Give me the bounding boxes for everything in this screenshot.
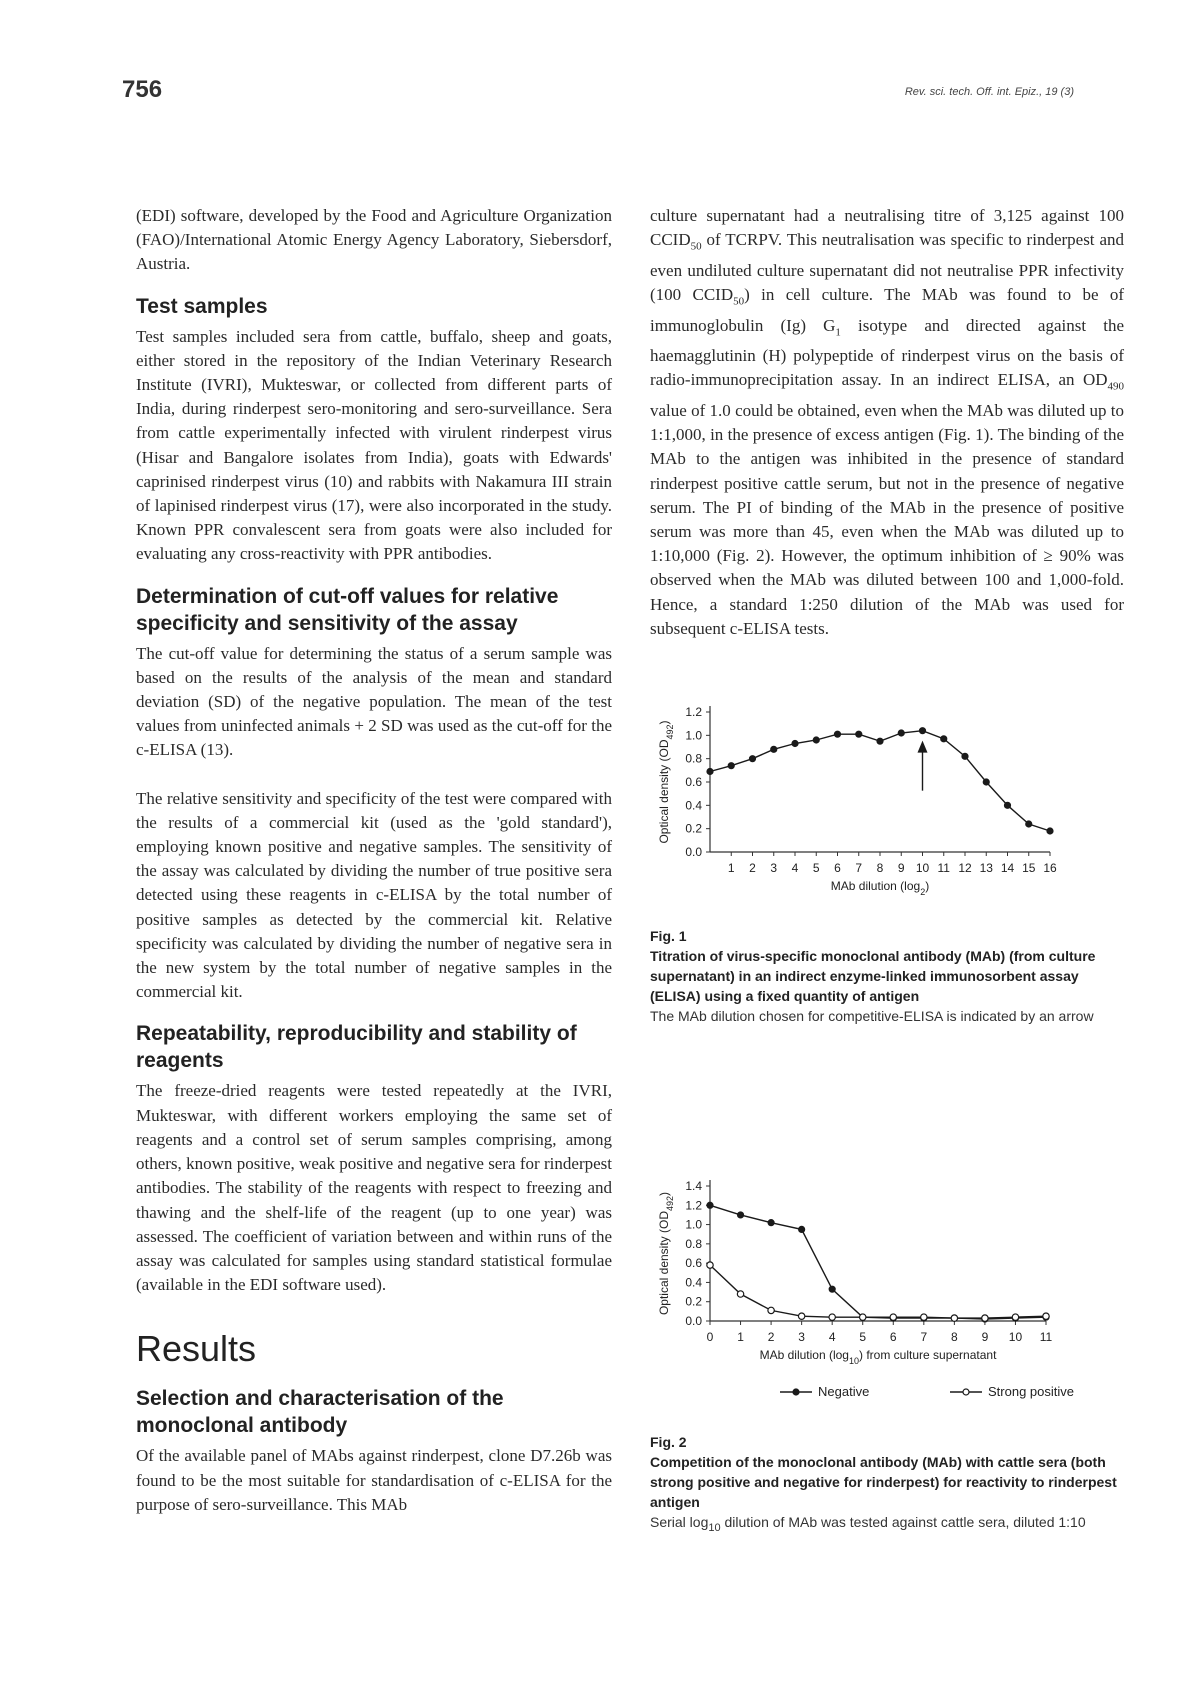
heading-selection: Selection and characterisation of the monoclonal antibody [136,1387,504,1438]
data-point [856,731,862,737]
data-point [951,1315,957,1321]
heading-cutoff: Determination of cut-off values for relative specificity and sensitivity of the assay [136,584,559,635]
x-tick-label: 13 [979,861,993,875]
y-tick-label: 0.8 [685,1236,702,1251]
data-point [799,1226,805,1232]
x-tick-label: 10 [915,861,930,875]
legend-label: Negative [818,1384,870,1399]
x-tick-label: 1 [727,861,735,875]
y-tick-label: 0.0 [685,845,702,859]
figure-2 [650,1156,1130,1538]
y-tick-label: 0.6 [685,1256,702,1271]
data-point [921,1314,927,1320]
x-tick-label: 2 [767,1330,775,1344]
data-point [829,1314,835,1320]
data-point [860,1314,866,1320]
x-axis-label: MAb dilution $(\log_2)$ [830,879,930,897]
x-tick-label: 11 [1039,1330,1053,1344]
y-tick-label: 1.2 [685,1198,702,1213]
x-tick-label: 5 [859,1330,867,1344]
data-point [1043,1313,1049,1319]
data-point [707,769,713,775]
right-column [650,204,1124,641]
data-point [890,1314,896,1320]
x-tick-label: 12 [958,861,972,875]
data-point [1012,1314,1018,1320]
x-tick-label: 5 [812,861,820,875]
paragraph-cutoff-2: The relative sensitivity and specificity of the test were compared with the results of a commercial kit (used as the 'gold standard'), employing known positive and negative samples. The sensitivity of the assay was calculated by dividing the number of true positive sera detected using these reagents in c-ELISA by the total number of positive samples as detected by the commercial kit. Relative specificity was calculated by dividing the number of negative sera in the new system by the total number of negative samples in the commercial kit. [136,788,612,1002]
x-tick-label: 15 [1022,861,1036,875]
fig2-description: Serial $\log_{10}$ dilution of MAb was tested against cattle sera, diluted 1:10 [650,1514,1086,1534]
x-axis-label: MAb dilution $(\log_{10})$ from culture supernatant [759,1348,997,1366]
paragraph-intro: (EDI) software, developed by the Food and Agriculture Organization (FAO)/International Atomic Energy Agency Laboratory, Siebersdorf, Austria. [136,206,612,274]
legend-marker [793,1389,799,1395]
data-point [1026,821,1032,827]
y-tick-label: 0.4 [685,1275,702,1290]
journal-citation: Rev. sci. tech. Off. int. Epiz., 19 (3) [904,86,1074,98]
y-tick-label: 1.4 [685,1179,702,1193]
data-point [771,746,777,752]
x-tick-label: 14 [1000,861,1015,875]
fig1-description: The MAb dilution chosen for competitive-ELISA is indicated by an arrow [650,1008,1094,1024]
y-tick-label: 0.0 [685,1314,702,1328]
data-point [982,1315,988,1321]
x-tick-label: 4 [791,861,799,875]
x-tick-label: 16 [1043,861,1057,875]
data-point [792,741,798,747]
y-tick-label: 1.0 [685,728,702,743]
y-tick-label: 1.0 [685,1217,702,1232]
data-point [737,1291,743,1297]
y-tick-label: 0.2 [685,821,702,836]
x-tick-label: 0 [706,1330,714,1344]
data-point [898,730,904,736]
figure-1 [650,700,1130,1026]
y-tick-label: 0.8 [685,751,702,766]
x-tick-label: 9 [897,861,905,875]
heading-repeatability: Repeatability, reproducibility and stability of reagents [136,1022,577,1073]
fig1-chart [650,700,1130,920]
x-tick-label: 7 [855,861,863,875]
data-point [829,1286,835,1292]
data-point [707,1202,713,1208]
data-point [768,1220,774,1226]
x-tick-label: 10 [1008,1330,1023,1344]
data-point [1005,802,1011,808]
paragraph-mab-characterisation: culture supernatant had a neutralising titre of 3,125 against 100 $CCID_{50}$ of TCRPV. This neutralisation was specific to rinderpest and even undiluted culture supernatant did not neutralise PPR infectivity (100 $CCID_{50}$) in cell culture. The MAb was found to be of immunoglobulin (Ig) $G_1$ isotype and directed against the haemagglutinin (H) polypeptide of rinderpest virus on the basis of radio-immunoprecipitation assay. In an indirect ELISA, an $OD_{490}$ value of 1.0 could be obtained, even when the MAb was diluted up to 1:1,000, in the presence of excess antigen (Fig. 1). The binding of the MAb to the antigen was inhibited in the presence of standard rinderpest positive cattle serum, but not in the presence of negative serum. The PI of binding of the MAb in the presence of positive serum was more than 45, even when the MAb was diluted up to 1:10,000 (Fig. 2). However, the optimum inhibition of ≥ 90% was observed when the MAb was diluted between 100 and 1,000-fold. Hence, a standard 1:250 dilution of the MAb was used for subsequent c-ELISA tests. [650,206,1124,638]
paragraph-test-samples: Test samples included sera from cattle, buffalo, sheep and goats, either stored in the repository of the Indian Veterinary Research Institute (IVRI), Mukteswar, or collected from different parts of India, during rinderpest sero-monitoring and sero-surveillance. Sera from cattle experimentally infected with virulent rinderpest virus (Hisar and Bangalore isolates from India), goats with Edwards' caprinised rinderpest virus (10) and rabbits with Nakamura III strain of lapinised rinderpest virus (17), were also incorporated in the study. Known PPR convalescent sera from goats were also included for evaluating any cross-reactivity with PPR antibodies. [136,326,612,564]
x-tick-label: 7 [920,1330,928,1344]
data-point [835,731,841,737]
y-tick-label: 1.2 [685,705,702,719]
data-point [728,763,734,769]
data-point [1047,828,1053,834]
series-line-1 [710,1265,1046,1318]
x-tick-label: 8 [951,1330,958,1344]
data-point [962,753,968,759]
data-point [798,1313,804,1319]
series-line-0 [710,731,1050,831]
heading-test-samples: Test samples [136,294,268,318]
fig2-title: Competition of the monoclonal antibody (MAb) with cattle sera (both strong positive and negative for rinderpest) for reactivity to rinderpest antigen [650,1454,1117,1510]
left-column [136,204,612,1517]
y-axis-label: Optical density $(OD_{492})$ [657,1191,675,1316]
data-point [707,1262,713,1268]
x-tick-label: 8 [876,861,884,875]
data-point [738,1212,744,1218]
x-tick-label: 2 [749,861,756,875]
data-point [768,1307,774,1313]
fig2-label: Fig. 2 [650,1434,687,1450]
x-tick-label: 1 [737,1330,744,1344]
fig1-label: Fig. 1 [650,928,687,944]
fig1-title: Titration of virus-specific monoclonal antibody (MAb) (from culture supernatant) in an indirect enzyme-linked immunosorbent assay (ELISA) using a fixed quantity of antigen [650,948,1096,1004]
y-tick-label: 0.2 [685,1294,702,1309]
paragraph-repeatability: The freeze-dried reagents were tested repeatedly at the IVRI, Mukteswar, with different workers employing the same set of reagents and a control set of serum samples comprising, among others, known positive, weak positive and negative sera for rinderpest antibodies. The stability of the reagents with respect to freezing and thawing and the shelf-life of the reagent (up to one year) was assessed. The coefficient of variation between and within runs of the assay was calculated for samples using standard statistical formulae (available in the EDI software used). [136,1081,612,1295]
x-tick-label: 3 [770,861,778,875]
arrow-head-icon [918,741,928,753]
y-axis-label: Optical density $(OD_{492})$ [657,720,675,844]
legend-marker [963,1389,969,1395]
data-point [750,756,756,762]
y-tick-label: 0.6 [685,775,702,789]
x-tick-label: 9 [981,1330,989,1344]
x-tick-label: 11 [937,861,950,875]
data-point [941,736,947,742]
data-point [877,738,883,744]
data-point [983,779,989,785]
page-number: 756 [122,76,163,103]
paragraph-selection: Of the available panel of MAbs against rinderpest, clone D7.26b was found to be the most suitable for standardisation of c-ELISA for the purpose of sero-surveillance. This MAb [136,1446,612,1514]
paragraph-cutoff-1: The cut-off value for determining the status of a serum sample was based on the results of the analysis of the mean and standard deviation (SD) of the negative population. The mean of the test values from uninfected animals + 2 SD was used as the cut-off for the c-ELISA (13). [136,643,612,760]
x-tick-label: 4 [828,1330,836,1344]
data-point [813,737,819,743]
y-tick-label: 0.4 [685,798,702,813]
x-tick-label: 6 [889,1330,897,1344]
fig2-chart [650,1156,1130,1426]
series-line-0 [710,1205,1046,1319]
data-point [920,728,926,734]
x-tick-label: 3 [798,1330,805,1344]
heading-results: Results [136,1328,257,1370]
legend-label: Strong positive [988,1384,1074,1399]
x-tick-label: 6 [834,861,841,875]
